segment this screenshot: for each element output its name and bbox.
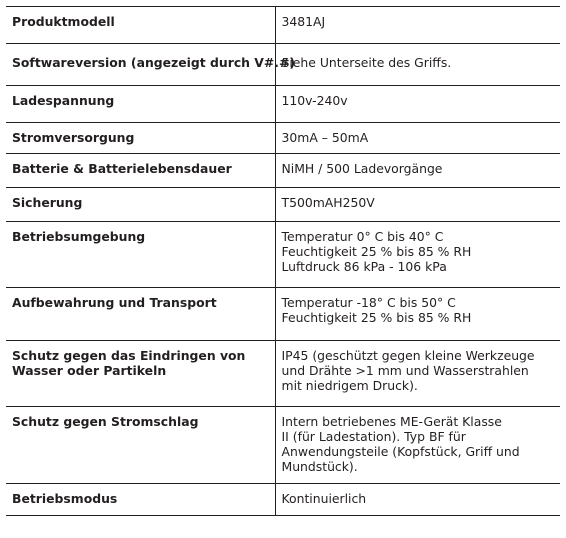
spec-row-aufbewahrung	[6, 288, 560, 341]
spec-label: Stromversorgung	[6, 123, 275, 154]
spec-value: Kontinuierlich	[275, 484, 560, 516]
spec-value: T500mAH250V	[275, 188, 560, 222]
spec-label: Produktmodell	[6, 7, 275, 44]
spec-label: Schutz gegen das Eindringen von Wasser oder Partikeln	[6, 341, 275, 407]
spec-row-schutz-eindringen	[6, 341, 560, 407]
spec-value: Siehe Unterseite des Griffs.	[275, 44, 560, 86]
spec-row-schutz-stromschlag	[6, 407, 560, 484]
spec-value: Temperatur -18° C bis 50° C Feuchtigkeit 25 % bis 85 % RH	[275, 288, 560, 341]
spec-row-ladespannung	[6, 86, 560, 123]
spec-label: Schutz gegen Stromschlag	[6, 407, 275, 484]
spec-label: Betriebsmodus	[6, 484, 275, 516]
spec-label: Betriebsumgebung	[6, 222, 275, 288]
spec-label: Softwareversion (angezeigt durch V#.#)	[6, 44, 275, 86]
spec-value: Intern betriebenes ME-Gerät Klasse II (für Ladestation). Typ BF für Anwendungsteile (Kopfstück, Griff und Mundstück).	[275, 407, 560, 484]
spec-label: Batterie & Batterielebensdauer	[6, 154, 275, 188]
specifications-table	[6, 6, 560, 516]
spec-value: Temperatur 0° C bis 40° C Feuchtigkeit 25 % bis 85 % RH Luftdruck 86 kPa - 106 kPa	[275, 222, 560, 288]
spec-value: 3481AJ	[275, 7, 560, 44]
spec-row-stromversorgung	[6, 123, 560, 154]
spec-row-sicherung	[6, 188, 560, 222]
spec-label: Ladespannung	[6, 86, 275, 123]
spec-row-betriebsumgebung	[6, 222, 560, 288]
spec-row-softwareversion	[6, 44, 560, 86]
spec-row-produktmodell	[6, 7, 560, 44]
spec-value: 30mA – 50mA	[275, 123, 560, 154]
spec-value: NiMH / 500 Ladevorgänge	[275, 154, 560, 188]
specifications-table-body	[6, 7, 560, 516]
spec-value: 110v-240v	[275, 86, 560, 123]
spec-row-betriebsmodus	[6, 484, 560, 516]
spec-row-batterie	[6, 154, 560, 188]
spec-label: Aufbewahrung und Transport	[6, 288, 275, 341]
spec-value: IP45 (geschützt gegen kleine Werkzeuge und Drähte >1 mm und Wasserstrahlen mit niedrigem Druck).	[275, 341, 560, 407]
spec-label: Sicherung	[6, 188, 275, 222]
